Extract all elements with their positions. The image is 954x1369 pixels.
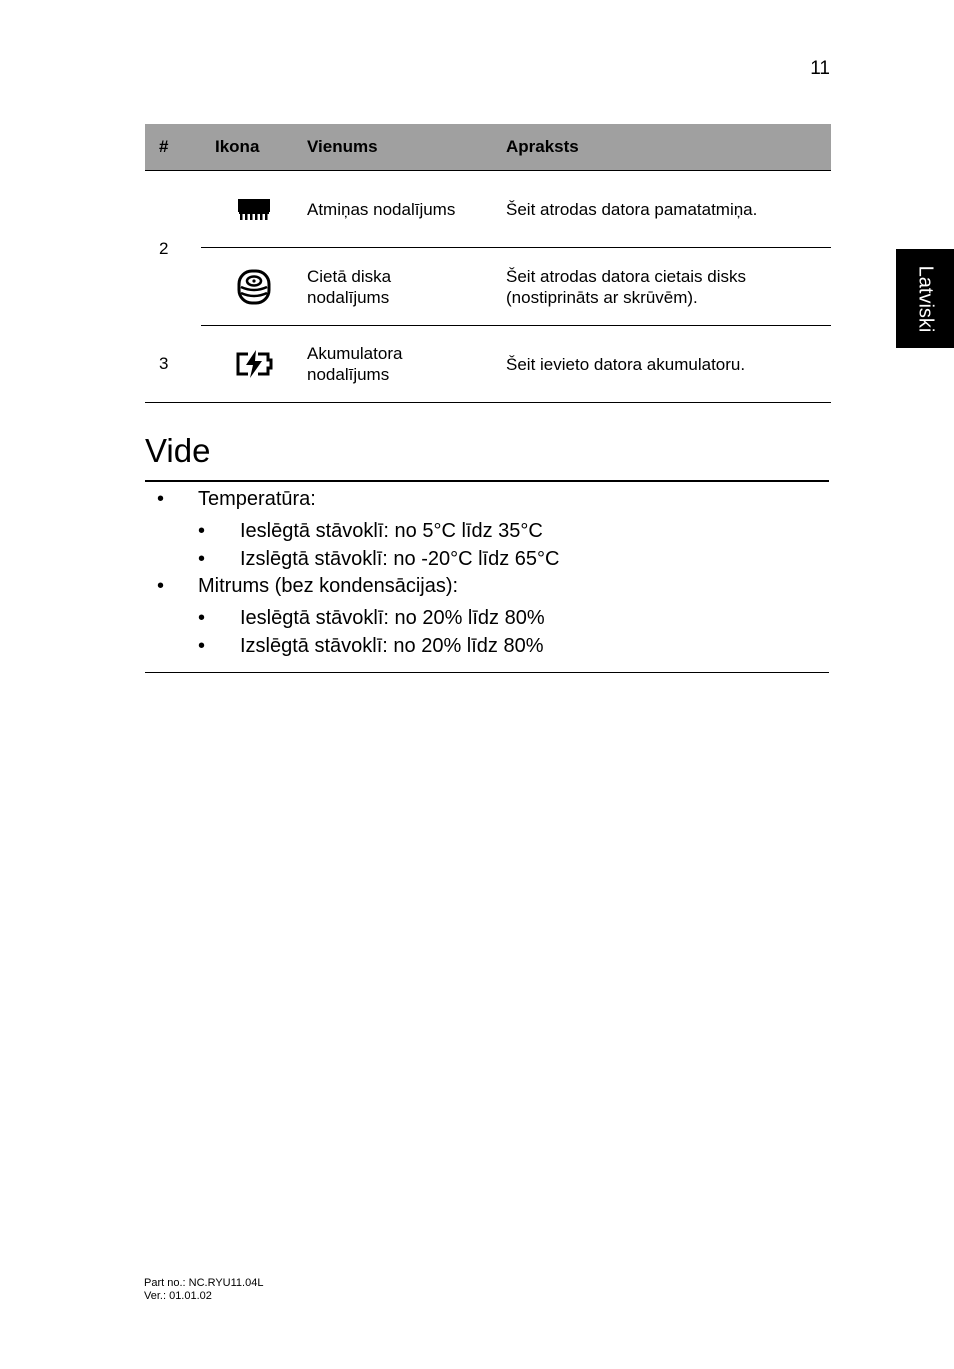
- version: Ver.: 01.01.02: [144, 1290, 212, 1302]
- language-tab-label: Latviski: [914, 265, 937, 332]
- header-icon: Ikona: [201, 124, 307, 171]
- bullet: •: [198, 520, 206, 542]
- list-subitem-text: Izslēgtā stāvoklī: no 20% līdz 80%: [240, 635, 544, 657]
- table-row: [145, 326, 831, 403]
- row-num: 3: [145, 326, 201, 403]
- parts-table: [145, 124, 831, 403]
- row-desc: Šeit ievieto datora akumulatoru.: [506, 326, 831, 403]
- section-top-rule: [145, 480, 829, 482]
- row-desc-line: Šeit atrodas datora cietais disks: [506, 266, 747, 286]
- memory-module-icon: [201, 171, 307, 248]
- header-num: #: [145, 124, 201, 171]
- list-subitem-text: Izslēgtā stāvoklī: no -20°C līdz 65°C: [240, 548, 560, 570]
- row-desc: Šeit atrodas datora pamatatmiņa.: [506, 171, 831, 248]
- table-row: [145, 248, 831, 326]
- section-title: Vide: [145, 432, 211, 469]
- header-item: Vienums: [307, 124, 506, 171]
- row-num: 2: [159, 238, 169, 258]
- bullet: •: [198, 548, 206, 570]
- row-item: [307, 326, 506, 403]
- table-row: [145, 171, 831, 248]
- battery-icon: [201, 326, 307, 403]
- part-number: Part no.: NC.RYU11.04L: [144, 1277, 264, 1289]
- row-item-line: nodalījums: [307, 365, 390, 384]
- header-desc: Apraksts: [506, 124, 831, 171]
- hard-disk-icon: [201, 248, 307, 326]
- list-subitem-text: Ieslēgtā stāvoklī: no 5°C līdz 35°C: [240, 520, 543, 542]
- row-item-line: nodalījums: [307, 287, 390, 307]
- list-item-text: Mitrums (bez kondensācijas):: [198, 575, 459, 597]
- row-desc: [506, 248, 831, 326]
- bullet: •: [198, 635, 206, 657]
- bullet: •: [157, 488, 165, 510]
- table-header-row: [145, 124, 831, 171]
- language-tab: [896, 249, 954, 348]
- row-item: Atmiņas nodalījums: [307, 171, 506, 248]
- row-item: [307, 248, 506, 326]
- list-item-text: Temperatūra:: [198, 488, 316, 510]
- section-bottom-rule: [145, 672, 829, 673]
- bullet: •: [198, 607, 206, 629]
- bullet: •: [157, 575, 165, 597]
- row-item-line: Cietā diska: [307, 266, 392, 286]
- row-item-line: Akumulatora: [307, 344, 403, 363]
- footer: [144, 1277, 263, 1303]
- row-desc-line: (nostiprināts ar skrūvēm).: [506, 287, 698, 307]
- list-subitem-text: Ieslēgtā stāvoklī: no 20% līdz 80%: [240, 607, 545, 629]
- page-number: 11: [810, 58, 830, 79]
